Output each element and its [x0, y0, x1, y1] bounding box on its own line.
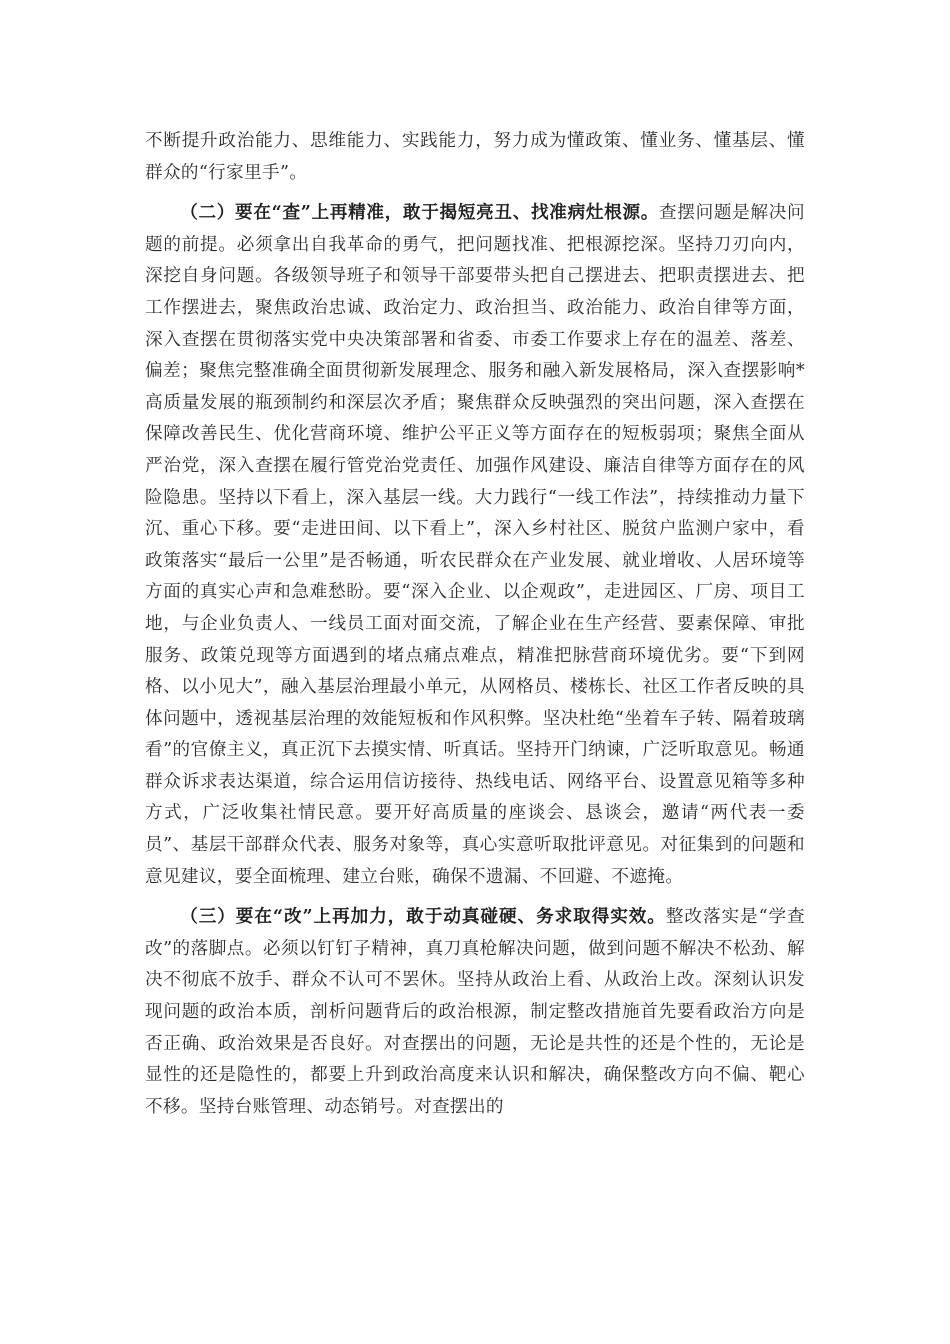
- section-two-heading: （二）要在“查”上再精准，敢于揭短亮丑、找准病灶根源。: [180, 202, 660, 224]
- paragraph-section-two: [145, 197, 805, 893]
- document-body: [145, 126, 805, 1123]
- section-three-heading: （三）要在“改”上再加力，敢于动真碰硬、务求取得实效。: [180, 906, 666, 928]
- paragraph-continuation: [145, 126, 805, 189]
- paragraph-body: 不断提升政治能力、思维能力、实践能力，努力成为懂政策、懂业务、懂基层、懂群众的“行家里手”。: [145, 131, 805, 183]
- paragraph-body: 查摆问题是解决问题的前提。必须拿出自我革命的勇气，把问题找准、把根源挖深。坚持刀刃向内，深挖自身问题。各级领导班子和领导干部要带头把自己摆进去、把职责摆进去、把工作摆进去，聚焦政治忠诚、政治定力、政治担当、政治能力、政治自律等方面，深入查摆在贯彻落实党中央决策部署和省委、市委工作要求上存在的温差、落差、偏差；聚焦完整准确全面贯彻新发展理念、服务和融入新发展格局，深入查摆影响*高质量发展的瓶颈制约和深层次矛盾；聚焦群众反映强烈的突出问题，深入查摆在保障改善民生、优化营商环境、维护公平正义等方面存在的短板弱项；聚焦全面从严治党，深入查摆在履行管党治党责任、加强作风建设、廉洁自律等方面存在的风险隐患。坚持以下看上，深入基层一线。大力践行“一线工作法”，持续推动力量下沉、重心下移。要“走进田间、以下看上”，深入乡村社区、脱贫户监测户家中，看政策落实“最后一公里”是否畅通，听农民群众在产业发展、就业增收、人居环境等方面的真实心声和急难愁盼。要“深入企业、以企观政”，走进园区、厂房、项目工地，与企业负责人、一线员工面对面交流，了解企业在生产经营、要素保障、审批服务、政策兑现等方面遇到的堵点痛点难点，精准把脉营商环境优劣。要“下到网格、以小见大”，融入基层治理最小单元，从网格员、楼栋长、社区工作者反映的具体问题中，透视基层治理的效能短板和作风积弊。坚决杜绝“坐着车子转、隔着玻璃看”的官僚主义，真正沉下去摸实情、听真话。坚持开门纳谏，广泛听取意见。畅通群众诉求表达渠道，综合运用信访接待、热线电话、网络平台、设置意见箱等多种方式，广泛收集社情民意。要开好高质量的座谈会、恳谈会，邀请“两代表一委员”、基层干部群众代表、服务对象等，真心实意听取批评意见。对征集到的问题和意见建议，要全面梳理、建立台账，确保不遗漏、不回避、不遮掩。: [145, 203, 805, 887]
- paragraph-body: 整改落实是“学查改”的落脚点。必须以钉钉子精神，真刀真枪解决问题，做到问题不解决不松劲、解决不彻底不放手、群众不认可不罢休。坚持从政治上看、从政治上改。深刻认识发现问题的政治本质，剖析问题背后的政治根源，制定整改措施首先要看政治方向是否正确、政治效果是否良好。对查摆出的问题，无论是共性的还是个性的，无论是显性的还是隐性的，都要上升到政治高度来认识和解决，确保整改方向不偏、靶心不移。坚持台账管理、动态销号。对查摆出的: [145, 907, 805, 1117]
- paragraph-section-three: [145, 901, 805, 1123]
